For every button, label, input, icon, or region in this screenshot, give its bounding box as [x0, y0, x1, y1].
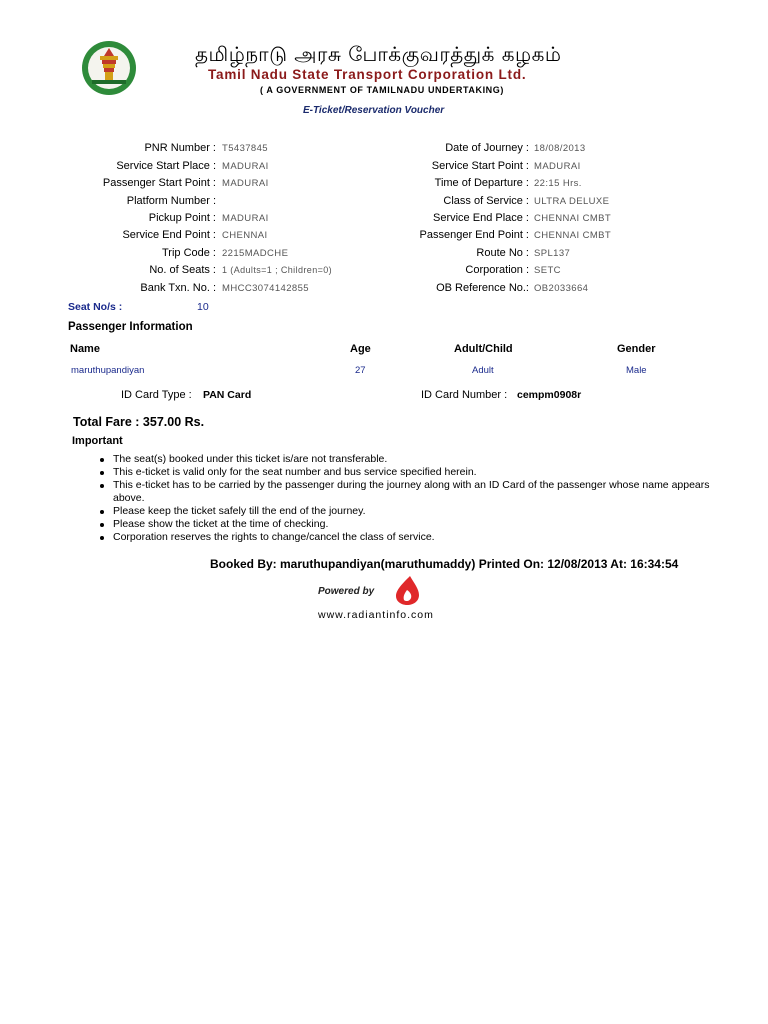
seat-numbers-value: 10 [197, 301, 209, 313]
pickup-point-value: MADURAI [222, 213, 269, 224]
passenger-info-title: Passenger Information [68, 321, 193, 333]
service-end-place-value: CHENNAI CMBT [534, 213, 612, 224]
powered-by-label: Powered by [318, 586, 375, 597]
seats-count-value: 1 (Adults=1 ; Children=0) [222, 265, 333, 275]
id-card-number-value: cempm0908r [517, 389, 582, 401]
id-card-type-value: PAN Card [203, 389, 252, 401]
service-start-point-value: MADURAI [534, 161, 581, 172]
route-no-label: Route No : [476, 247, 529, 259]
pickup-point-label: Pickup Point : [148, 212, 216, 224]
departure-time-label: Time of Departure : [434, 177, 529, 189]
important-item: The seat(s) booked under this ticket is/are not transferable. [100, 453, 710, 466]
id-card-number-label: ID Card Number : [421, 389, 508, 401]
important-item: This e-ticket is valid only for the seat number and bus service specified herein. [100, 466, 710, 479]
ob-reference-label: OB Reference No.: [436, 282, 529, 294]
corporation-value: SETC [534, 265, 561, 276]
seat-numbers-label: Seat No/s : [68, 301, 123, 313]
passenger-start-point-value: MADURAI [222, 178, 269, 189]
service-end-point-label: Service End Point : [122, 229, 216, 241]
important-list [100, 453, 710, 544]
header-gender: Gender [617, 343, 656, 355]
header-adult-child: Adult/Child [454, 343, 513, 355]
service-end-place-label: Service End Place : [433, 212, 529, 224]
header-age: Age [350, 343, 371, 355]
important-item: Corporation reserves the rights to change/cancel the class of service. [100, 531, 710, 544]
ob-reference-value: OB2033664 [534, 283, 589, 294]
departure-time-value: 22:15 Hrs. [534, 178, 582, 189]
trip-code-value: 2215MADCHE [222, 248, 289, 259]
class-of-service-label: Class of Service : [443, 195, 529, 207]
radiant-logo [388, 574, 424, 606]
seats-count-label: No. of Seats : [149, 264, 216, 276]
important-item: Please show the ticket at the time of checking. [100, 518, 710, 531]
journey-date-label: Date of Journey : [445, 142, 529, 154]
government-note: ( A GOVERNMENT OF TAMILNADU UNDERTAKING) [260, 85, 504, 95]
passenger-gender: Male [626, 365, 647, 376]
bank-txn-label: Bank Txn. No. : [140, 282, 216, 294]
tamilnadu-emblem [80, 40, 138, 100]
english-title: Tamil Nadu State Transport Corporation Ltd. [208, 67, 527, 82]
voucher-title: E-Ticket/Reservation Voucher [303, 105, 445, 116]
route-no-value: SPL137 [534, 248, 571, 259]
passenger-end-point-label: Passenger End Point : [419, 229, 529, 241]
important-item: This e-ticket has to be carried by the passenger during the journey along with an ID Card of the passenger whose name appears above. [100, 479, 710, 505]
total-fare: Total Fare : 357.00 Rs. [73, 415, 205, 429]
trip-code-label: Trip Code : [161, 247, 216, 259]
platform-number-label: Platform Number : [126, 195, 216, 207]
header-name: Name [70, 343, 100, 355]
passenger-age: 27 [355, 365, 366, 376]
corporation-label: Corporation : [465, 264, 529, 276]
passenger-type: Adult [472, 365, 494, 376]
id-card-type-label: ID Card Type : [121, 389, 192, 401]
passenger-name: maruthupandiyan [71, 365, 145, 376]
service-start-place-label: Service Start Place : [116, 160, 216, 172]
service-end-point-value: CHENNAI [222, 230, 268, 241]
important-title: Important [72, 435, 123, 447]
tamil-title: தமிழ்நாடு அரசு போக்குவரத்துக் கழகம் [195, 42, 562, 66]
pnr-label: PNR Number : [144, 142, 216, 154]
passenger-start-point-label: Passenger Start Point : [102, 177, 216, 189]
service-start-point-label: Service Start Point : [431, 160, 529, 172]
service-start-place-value: MADURAI [222, 161, 269, 172]
journey-date-value: 18/08/2013 [534, 143, 586, 154]
booked-by-line: Booked By: maruthupandiyan(maruthumaddy) Printed On: 12/08/2013 At: 16:34:54 [210, 557, 679, 571]
passenger-end-point-value: CHENNAI CMBT [534, 230, 612, 241]
bank-txn-value: MHCC3074142855 [222, 283, 309, 294]
important-item: Please keep the ticket safely till the end of the journey. [100, 505, 710, 518]
pnr-value: T5437845 [222, 143, 268, 154]
website-link[interactable]: www.radiantinfo.com [318, 609, 434, 621]
class-of-service-value: ULTRA DELUXE [534, 196, 610, 207]
